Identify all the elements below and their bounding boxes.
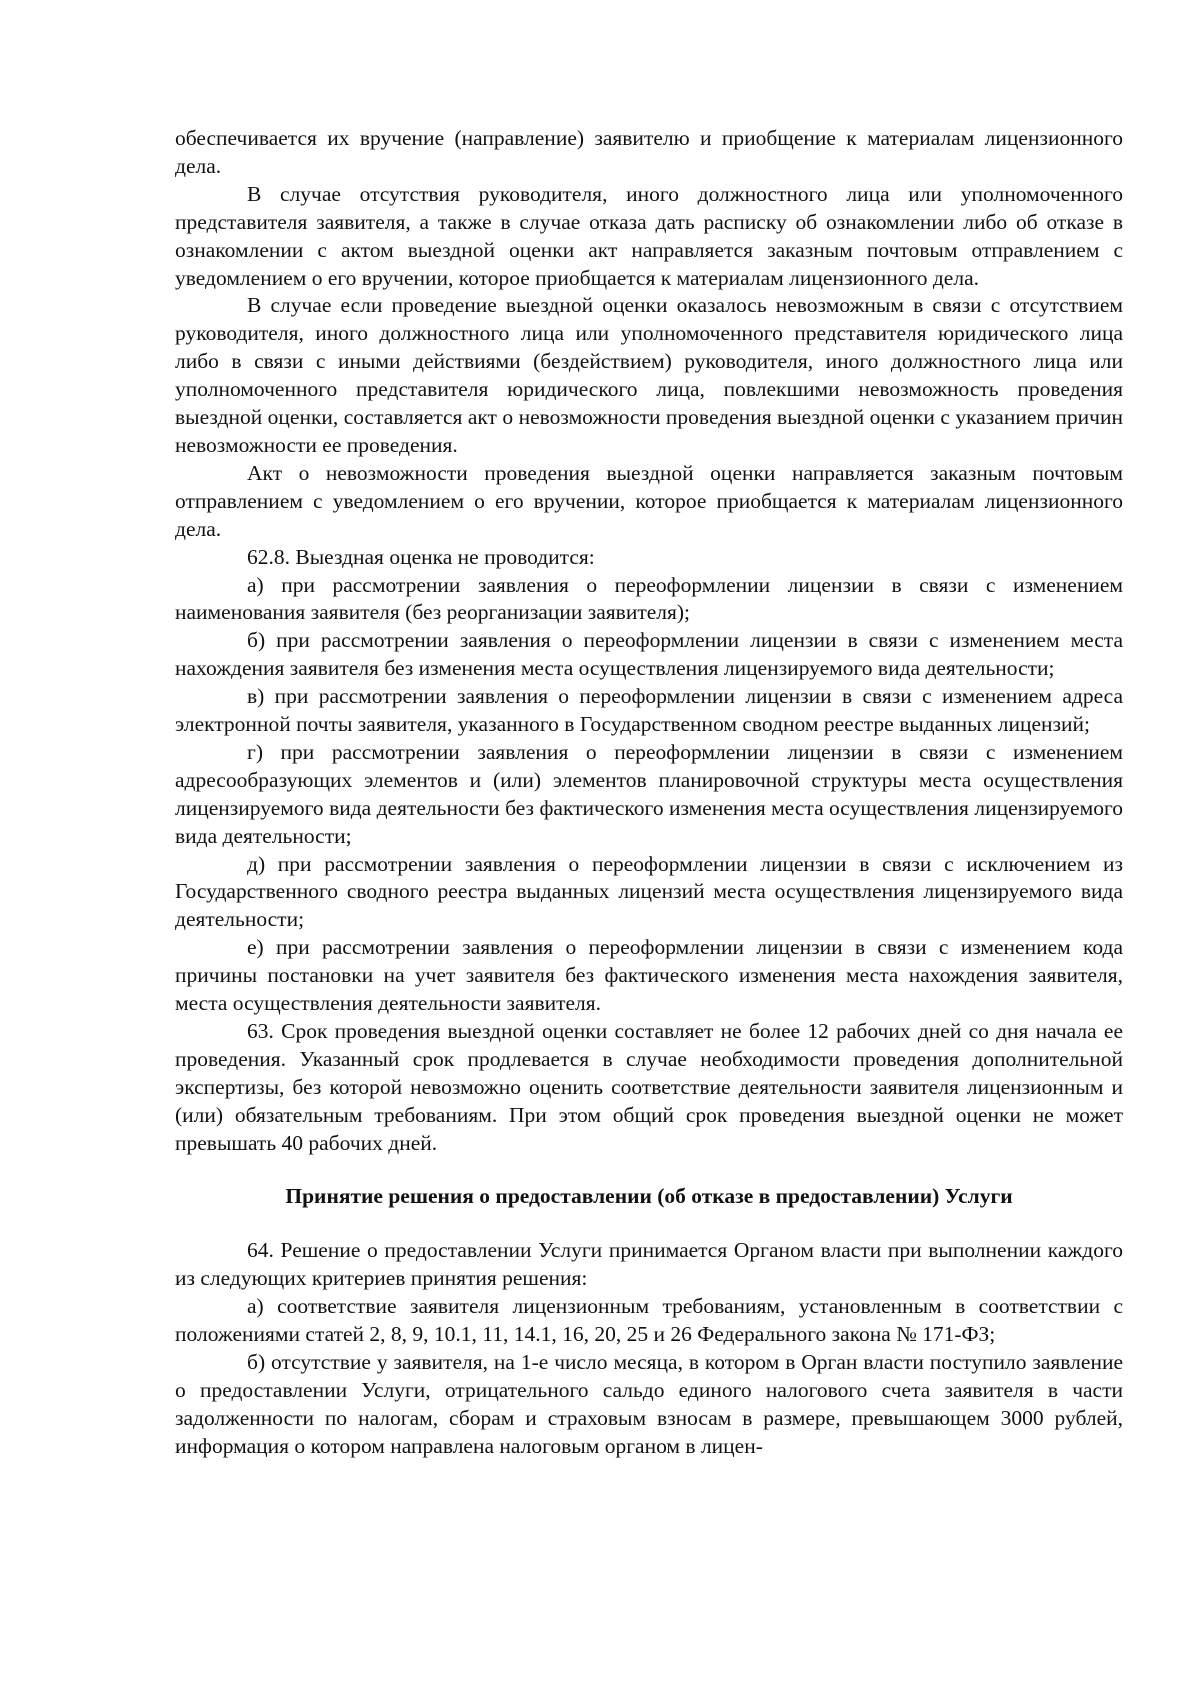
paragraph-63: 63. Срок проведения выездной оценки составляет не более 12 рабочих дней со дня начала ее проведения. Указанный срок продлевается в случае необходимости проведения дополнительной экспертизы, без которой невозможно оценить соответствие деятельности заявителя лицензионным и (или) обязательным требованиям. При этом общий срок проведения выездной оценки не может превышать 40 рабочих дней. (175, 1019, 1123, 1155)
paragraph-impossible-evaluation: В случае если проведение выездной оценки оказалось невозможным в связи с отсутствием руководителя, иного должностного лица или уполномоченного представителя юридического лица либо в связи с иными действиями (бездействием) руководителя, иного должностного лица или уполномоченного представителя юридического лица, повлекшими невозможность проведения выездной оценки, составляется акт о невозможности проведения выездной оценки с указанием причин невозможности ее проведения. (175, 293, 1123, 457)
section-heading: Принятие решения о предоставлении (об отказе в предоставлении) Услуги (285, 1183, 1013, 1208)
paragraph-act-sending: Акт о невозможности проведения выездной оценки направляется заказным почтовым отправлением с уведомлением о его вручении, которое приобщается к материалам лицензионного дела. (175, 460, 1123, 541)
list-item-b: б) при рассмотрении заявления о переоформлении лицензии в связи с изменением места нахождения заявителя без изменения места осуществления лицензируемого вида деятельности; (175, 628, 1123, 681)
criterion-b: б) отсутствие у заявителя, на 1-е число месяца, в котором в Орган власти поступило заявление о предоставлении Услуги, отрицательного сальдо единого налогового счета заявителя в части задолженности по налогам, сборам и страховым взносам в размере, превышающем 3000 рублей, информация о котором направлена налоговым органом в лицен- (175, 1350, 1123, 1458)
paragraph-continuation: обеспечивается их вручение (направление) заявителю и приобщение к материалам лицензионного дела. (175, 126, 1123, 178)
paragraph-62-8: 62.8. Выездная оценка не проводится: (247, 544, 595, 569)
document-page (175, 125, 1123, 1461)
paragraph-64: 64. Решение о предоставлении Услуги принимается Органом власти при выполнении каждого из следующих критериев принятия решения: (175, 1238, 1123, 1291)
list-item-e: е) при рассмотрении заявления о переоформлении лицензии в связи с изменением кода причины постановки на учет заявителя без фактического изменения места нахождения заявителя, места осуществления деятельности заявителя. (175, 935, 1123, 1016)
list-item-g: г) при рассмотрении заявления о переоформлении лицензии в связи с изменением адресообразующих элементов и (или) элементов планировочной структуры места осуществления лицензируемого вида деятельности без фактического изменения места осуществления лицензируемого вида деятельности; (175, 739, 1123, 848)
list-item-v: в) при рассмотрении заявления о переоформлении лицензии в связи с изменением адреса электронной почты заявителя, указанного в Государственном сводном реестре выданных лицензий; (175, 684, 1123, 737)
criterion-a: а) соответствие заявителя лицензионным требованиям, установленным в соответствии с положениями статей 2, 8, 9, 10.1, 11, 14.1, 16, 20, 25 и 26 Федерального закона № 171-ФЗ; (175, 1294, 1123, 1347)
list-item-a: а) при рассмотрении заявления о переоформлении лицензии в связи с изменением наименования заявителя (без реорганизации заявителя); (175, 572, 1123, 625)
list-item-d: д) при рассмотрении заявления о переоформлении лицензии в связи с исключением из Государственного сводного реестра выданных лицензий места осуществления лицензируемого вида деятельности; (175, 851, 1123, 932)
paragraph-absence-of-representative: В случае отсутствия руководителя, иного должностного лица или уполномоченного представителя заявителя, а также в случае отказа дать расписку об ознакомлении либо об отказе в ознакомлении с актом выездной оценки акт направляется заказным почтовым отправлением с уведомлением о его вручении, которое приобщается к материалам лицензионного дела. (175, 181, 1123, 290)
